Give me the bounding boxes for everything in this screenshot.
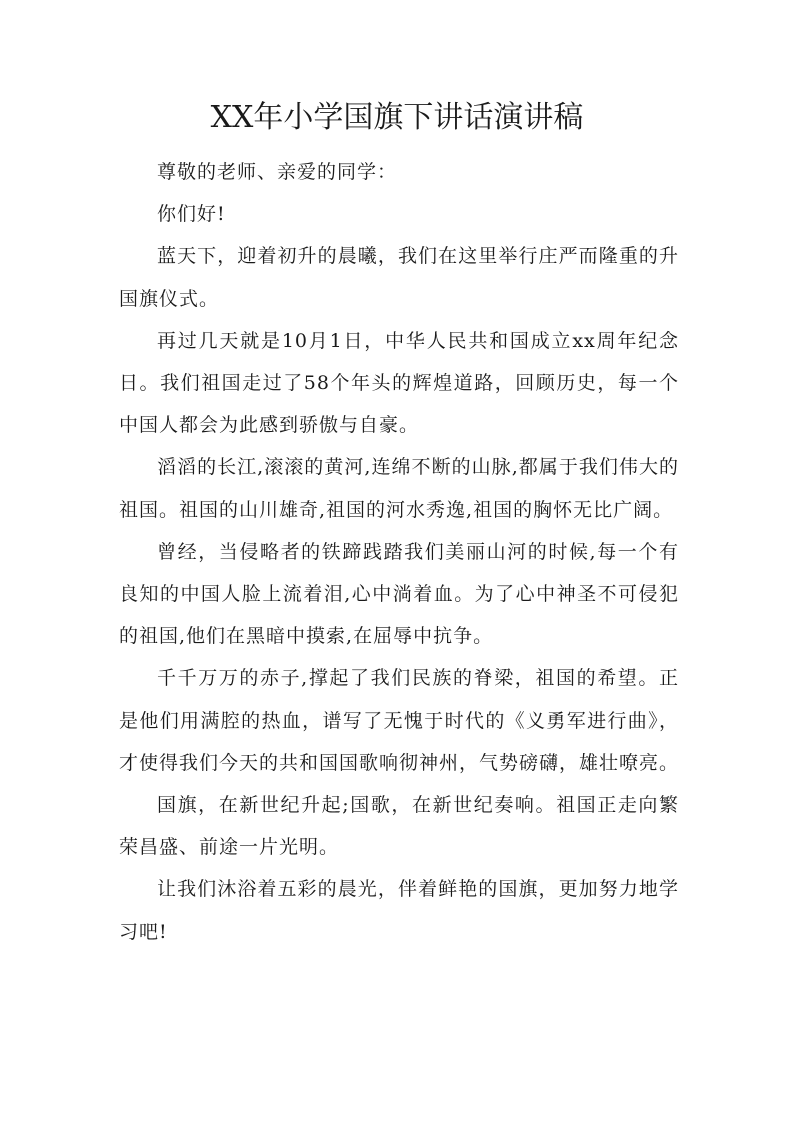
paragraph: 千千万万的赤子,撑起了我们民族的脊梁，祖国的希望。正是他们用满腔的热血，谱写了无愧于时代的《义勇军进行曲》，才使得我们今天的共和国国歌响彻神州，气势磅礴，雄壮嘹亮。: [119, 667, 680, 774]
paragraph-salutation: 尊敬的老师、亲爱的同学：: [157, 161, 398, 183]
paragraph: 国旗，在新世纪升起;国歌，在新世纪奏响。祖国正走向繁荣昌盛、前途一片光明。: [119, 794, 679, 859]
paragraph: 曾经，当侵略者的铁蹄践踏我们美丽山河的时候,每一个有良知的中国人脸上流着泪,心中淌着血。为了心中神圣不可侵犯的祖国,他们在黑暗中摸索,在屈辱中抗争。: [119, 540, 679, 648]
paragraph: 再过几天就是10月1日，中华人民共和国成立xx周年纪念日。我们祖国走过了58个年头的辉煌道路，回顾历史，每一个中国人都会为此感到骄傲与自豪。: [119, 329, 679, 437]
paragraph: 滔滔的长江,滚滚的黄河,连绵不断的山脉,都属于我们伟大的祖国。祖国的山川雄奇,祖国的河水秀逸,祖国的胸怀无比广阔。: [119, 456, 679, 521]
paragraph-closing: 让我们沐浴着五彩的晨光，伴着鲜艳的国旗，更加努力地学习吧!: [119, 878, 679, 943]
document-title: XX年小学国旗下讲话演讲稿: [210, 100, 584, 135]
document-body: [119, 151, 679, 953]
paragraph: 蓝天下，迎着初升的晨曦，我们在这里举行庄严而隆重的升国旗仪式。: [119, 245, 679, 310]
paragraph-greeting: 你们好!: [157, 203, 226, 226]
